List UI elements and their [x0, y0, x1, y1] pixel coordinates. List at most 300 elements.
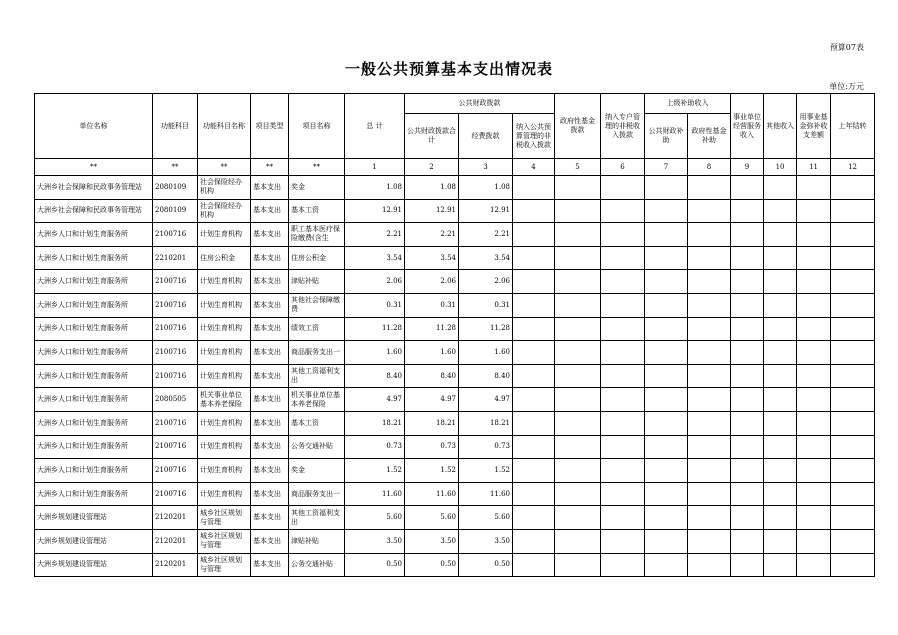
empty-cell — [797, 388, 831, 412]
cell-total: 2.06 — [345, 270, 405, 294]
cell-pf-funds: 0.50 — [459, 553, 513, 577]
cell-item-name — [289, 529, 345, 553]
index-cell: 4 — [513, 159, 555, 176]
cell-item-name — [289, 317, 345, 341]
cell-func-name — [198, 176, 251, 200]
empty-cell — [764, 529, 797, 553]
empty-cell — [601, 529, 645, 553]
index-cell: ** — [251, 159, 289, 176]
cell-pf-subtotal: 1.08 — [405, 176, 459, 200]
cell-func-name — [198, 293, 251, 317]
empty-cell — [555, 553, 601, 577]
cell-item-type: 基本支出 — [251, 364, 289, 388]
empty-cell — [797, 364, 831, 388]
empty-cell — [731, 341, 764, 365]
table-row — [35, 270, 875, 294]
index-cell: 10 — [764, 159, 797, 176]
cell-func-code: 2080505 — [153, 388, 198, 412]
cell-item-type: 基本支出 — [251, 459, 289, 483]
cell-func-name-text: 计划生育机构 — [200, 371, 242, 380]
empty-cell — [513, 411, 555, 435]
index-cell: 12 — [831, 159, 875, 176]
cell-func-name-text: 机关事业单位基本养老保险 — [200, 390, 242, 408]
cell-item-type: 基本支出 — [251, 176, 289, 200]
index-cell: ** — [153, 159, 198, 176]
cell-unit-name-text: 大洲乡人口和计划生育服务所 — [37, 371, 128, 380]
empty-cell — [601, 223, 645, 247]
cell-total: 3.54 — [345, 246, 405, 270]
cell-func-code: 2120201 — [153, 506, 198, 530]
empty-cell — [688, 176, 731, 200]
empty-cell — [731, 246, 764, 270]
empty-cell — [831, 176, 875, 200]
cell-item-name-text: 公务交通补贴 — [291, 560, 333, 569]
cell-item-name-text: 基本工资 — [291, 418, 319, 427]
cell-total: 3.50 — [345, 529, 405, 553]
empty-cell — [601, 506, 645, 530]
empty-cell — [731, 317, 764, 341]
empty-cell — [601, 199, 645, 223]
empty-cell — [688, 246, 731, 270]
empty-cell — [731, 459, 764, 483]
empty-cell — [645, 293, 688, 317]
empty-cell — [831, 364, 875, 388]
cell-func-name-text: 计划生育机构 — [200, 324, 242, 333]
empty-cell — [731, 482, 764, 506]
cell-pf-funds: 0.31 — [459, 293, 513, 317]
table-row — [35, 529, 875, 553]
page-title: 一般公共预算基本支出情况表 — [344, 60, 553, 78]
empty-cell — [645, 506, 688, 530]
cell-func-code: 2100716 — [153, 459, 198, 483]
empty-cell — [601, 459, 645, 483]
cell-item-name — [289, 293, 345, 317]
empty-cell — [645, 435, 688, 459]
empty-cell — [555, 199, 601, 223]
header-sup-public: 公共财政补助 — [645, 114, 688, 159]
cell-unit-name — [35, 270, 153, 294]
cell-func-code: 2100716 — [153, 364, 198, 388]
index-cell: 7 — [645, 159, 688, 176]
table-row — [35, 435, 875, 459]
empty-cell — [731, 293, 764, 317]
cell-pf-subtotal: 8.40 — [405, 364, 459, 388]
cell-item-name — [289, 482, 345, 506]
cell-func-name — [198, 364, 251, 388]
cell-unit-name — [35, 341, 153, 365]
cell-total: 11.60 — [345, 482, 405, 506]
empty-cell — [688, 459, 731, 483]
empty-cell — [731, 364, 764, 388]
cell-func-code: 2100716 — [153, 317, 198, 341]
cell-unit-name — [35, 482, 153, 506]
header-superior: 上级补助收入 — [645, 94, 731, 114]
empty-cell — [513, 341, 555, 365]
cell-func-name — [198, 482, 251, 506]
cell-item-name — [289, 341, 345, 365]
cell-item-name-text: 公务交通补贴 — [291, 442, 333, 451]
index-cell: 1 — [345, 159, 405, 176]
cell-func-code: 2080109 — [153, 199, 198, 223]
cell-item-type: 基本支出 — [251, 293, 289, 317]
cell-unit-name-text: 大洲乡人口和计划生育服务所 — [37, 277, 128, 286]
empty-cell — [513, 553, 555, 577]
empty-cell — [797, 435, 831, 459]
cell-pf-funds: 0.73 — [459, 435, 513, 459]
cell-item-name-text: 商品服务支出一 — [291, 347, 340, 356]
cell-item-name — [289, 506, 345, 530]
empty-cell — [645, 176, 688, 200]
empty-cell — [513, 364, 555, 388]
empty-cell — [731, 270, 764, 294]
empty-cell — [513, 317, 555, 341]
cell-total: 1.52 — [345, 459, 405, 483]
cell-unit-name-text: 大洲乡人口和计划生育服务所 — [37, 465, 128, 474]
cell-func-name — [198, 459, 251, 483]
empty-cell — [645, 364, 688, 388]
empty-cell — [731, 199, 764, 223]
empty-cell — [831, 223, 875, 247]
cell-unit-name-text: 大洲乡人口和计划生育服务所 — [37, 300, 128, 309]
empty-cell — [645, 553, 688, 577]
cell-func-name-text: 计划生育机构 — [200, 229, 242, 238]
cell-item-name — [289, 246, 345, 270]
cell-item-name-text: 津贴补贴 — [291, 536, 319, 545]
header-business: 事业单位经营服务收入 — [731, 94, 764, 159]
header-pf-funds: 经费拨款 — [459, 114, 513, 159]
empty-cell — [831, 553, 875, 577]
empty-cell — [797, 199, 831, 223]
cell-item-name — [289, 553, 345, 577]
cell-item-name-text: 住房公积金 — [291, 253, 326, 262]
cell-func-name-text: 计划生育机构 — [200, 465, 242, 474]
cell-pf-subtotal: 12.91 — [405, 199, 459, 223]
index-cell: ** — [35, 159, 153, 176]
cell-pf-funds: 1.52 — [459, 459, 513, 483]
cell-item-type: 基本支出 — [251, 529, 289, 553]
cell-item-type: 基本支出 — [251, 411, 289, 435]
cell-unit-name — [35, 435, 153, 459]
empty-cell — [601, 317, 645, 341]
cell-item-name-text: 奖金 — [291, 465, 305, 474]
cell-item-type: 基本支出 — [251, 482, 289, 506]
cell-unit-name-text: 大洲乡人口和计划生育服务所 — [37, 489, 128, 498]
empty-cell — [831, 246, 875, 270]
cell-pf-subtotal: 2.21 — [405, 223, 459, 247]
empty-cell — [831, 529, 875, 553]
header-fund-balance: 用事业基金弥补收支差额 — [797, 94, 831, 159]
empty-cell — [764, 364, 797, 388]
table-row — [35, 388, 875, 412]
empty-cell — [601, 388, 645, 412]
cell-pf-subtotal: 4.97 — [405, 388, 459, 412]
cell-pf-funds: 3.50 — [459, 529, 513, 553]
cell-func-name — [198, 435, 251, 459]
empty-cell — [555, 482, 601, 506]
empty-cell — [688, 293, 731, 317]
empty-cell — [831, 506, 875, 530]
cell-unit-name — [35, 293, 153, 317]
empty-cell — [731, 388, 764, 412]
empty-cell — [688, 529, 731, 553]
cell-item-type: 基本支出 — [251, 553, 289, 577]
cell-unit-name — [35, 388, 153, 412]
empty-cell — [831, 341, 875, 365]
cell-func-code: 2100716 — [153, 411, 198, 435]
cell-func-name-text: 计划生育机构 — [200, 489, 242, 498]
cell-func-code: 2100716 — [153, 341, 198, 365]
empty-cell — [601, 270, 645, 294]
cell-item-name-text: 其他工资福利支出 — [291, 367, 340, 385]
cell-item-name — [289, 199, 345, 223]
cell-unit-name-text: 大洲乡规划建设管理站 — [37, 560, 107, 569]
cell-pf-subtotal: 1.52 — [405, 459, 459, 483]
cell-unit-name — [35, 506, 153, 530]
empty-cell — [645, 529, 688, 553]
empty-cell — [688, 317, 731, 341]
header-func-code: 功能科目 — [153, 94, 198, 159]
cell-func-name-text: 社会保险经办机构 — [200, 201, 242, 219]
empty-cell — [513, 435, 555, 459]
header-item-type: 项目类型 — [251, 94, 289, 159]
cell-item-name — [289, 176, 345, 200]
cell-pf-subtotal: 11.28 — [405, 317, 459, 341]
empty-cell — [601, 364, 645, 388]
table-row — [35, 553, 875, 577]
cell-pf-subtotal: 1.60 — [405, 341, 459, 365]
cell-item-type: 基本支出 — [251, 317, 289, 341]
cell-total: 4.97 — [345, 388, 405, 412]
empty-cell — [797, 459, 831, 483]
cell-unit-name — [35, 176, 153, 200]
empty-cell — [764, 270, 797, 294]
cell-item-type: 基本支出 — [251, 223, 289, 247]
empty-cell — [513, 176, 555, 200]
empty-cell — [764, 459, 797, 483]
cell-total: 11.28 — [345, 317, 405, 341]
cell-func-name-text: 住房公积金 — [200, 253, 235, 262]
empty-cell — [797, 223, 831, 247]
cell-func-code: 2100716 — [153, 223, 198, 247]
empty-cell — [513, 388, 555, 412]
header-other: 其他收入 — [764, 94, 797, 159]
empty-cell — [831, 482, 875, 506]
empty-cell — [797, 270, 831, 294]
cell-item-name — [289, 388, 345, 412]
cell-item-name-text: 机关事业单位基本养老保险 — [291, 390, 340, 408]
empty-cell — [688, 364, 731, 388]
empty-cell — [731, 411, 764, 435]
empty-cell — [764, 411, 797, 435]
index-row — [35, 159, 875, 176]
cell-unit-name — [35, 223, 153, 247]
cell-item-name-text: 其他社会保障缴费 — [291, 296, 340, 314]
empty-cell — [645, 317, 688, 341]
empty-cell — [513, 293, 555, 317]
header-last-year: 上年结转 — [831, 94, 875, 159]
cell-pf-subtotal: 0.31 — [405, 293, 459, 317]
header-pf-subtotal: 公共财政拨款合计 — [405, 114, 459, 159]
header-public-fiscal: 公共财政拨款 — [405, 94, 555, 114]
empty-cell — [645, 223, 688, 247]
cell-unit-name-text: 大洲乡规划建设管理站 — [37, 513, 107, 522]
cell-pf-funds: 8.40 — [459, 364, 513, 388]
table-row — [35, 223, 875, 247]
cell-item-type: 基本支出 — [251, 435, 289, 459]
empty-cell — [555, 176, 601, 200]
cell-item-name-text: 商品服务支出一 — [291, 489, 340, 498]
empty-cell — [601, 482, 645, 506]
empty-cell — [831, 411, 875, 435]
index-cell: ** — [289, 159, 345, 176]
table-row — [35, 411, 875, 435]
cell-pf-subtotal: 2.06 — [405, 270, 459, 294]
cell-pf-funds: 11.60 — [459, 482, 513, 506]
cell-pf-funds: 18.21 — [459, 411, 513, 435]
cell-pf-subtotal: 0.73 — [405, 435, 459, 459]
cell-unit-name-text: 大洲乡人口和计划生育服务所 — [37, 229, 128, 238]
empty-cell — [797, 411, 831, 435]
empty-cell — [688, 270, 731, 294]
cell-pf-funds: 3.54 — [459, 246, 513, 270]
table-row — [35, 459, 875, 483]
cell-total: 18.21 — [345, 411, 405, 435]
empty-cell — [797, 506, 831, 530]
empty-cell — [555, 223, 601, 247]
empty-cell — [688, 553, 731, 577]
empty-cell — [688, 199, 731, 223]
header-total: 总 计 — [345, 94, 405, 159]
cell-func-name-text: 城乡社区规划与管理 — [200, 508, 242, 526]
cell-unit-name — [35, 364, 153, 388]
empty-cell — [764, 176, 797, 200]
cell-total: 2.21 — [345, 223, 405, 247]
table-row — [35, 341, 875, 365]
empty-cell — [555, 411, 601, 435]
cell-item-name-text: 奖金 — [291, 182, 305, 191]
cell-func-code: 2120201 — [153, 529, 198, 553]
cell-func-code: 2100716 — [153, 293, 198, 317]
cell-unit-name — [35, 459, 153, 483]
cell-item-type: 基本支出 — [251, 388, 289, 412]
empty-cell — [645, 246, 688, 270]
empty-cell — [688, 411, 731, 435]
cell-func-name — [198, 223, 251, 247]
empty-cell — [797, 341, 831, 365]
empty-cell — [601, 411, 645, 435]
cell-func-code: 2100716 — [153, 435, 198, 459]
empty-cell — [513, 270, 555, 294]
empty-cell — [688, 223, 731, 247]
cell-func-name — [198, 411, 251, 435]
cell-func-name-text: 计划生育机构 — [200, 277, 242, 286]
cell-unit-name-text: 大洲乡人口和计划生育服务所 — [37, 347, 128, 356]
cell-unit-name-text: 大洲乡规划建设管理站 — [37, 536, 107, 545]
cell-pf-funds: 2.06 — [459, 270, 513, 294]
empty-cell — [513, 223, 555, 247]
cell-func-name — [198, 553, 251, 577]
cell-pf-funds: 1.60 — [459, 341, 513, 365]
empty-cell — [555, 459, 601, 483]
cell-unit-name-text: 大洲乡人口和计划生育服务所 — [37, 418, 128, 427]
cell-item-name — [289, 411, 345, 435]
cell-item-type: 基本支出 — [251, 341, 289, 365]
table-row — [35, 506, 875, 530]
empty-cell — [601, 341, 645, 365]
index-cell: 8 — [688, 159, 731, 176]
empty-cell — [513, 246, 555, 270]
cell-total: 5.60 — [345, 506, 405, 530]
cell-func-name — [198, 506, 251, 530]
empty-cell — [731, 435, 764, 459]
empty-cell — [731, 223, 764, 247]
cell-item-name — [289, 459, 345, 483]
empty-cell — [688, 506, 731, 530]
empty-cell — [764, 317, 797, 341]
cell-unit-name-text: 大洲乡社会保障和民政事务管理站 — [37, 206, 142, 215]
empty-cell — [555, 270, 601, 294]
header-gov-fund: 政府性基金拨款 — [555, 94, 601, 159]
table-row — [35, 317, 875, 341]
table-row — [35, 176, 875, 200]
cell-unit-name-text: 大洲乡人口和计划生育服务所 — [37, 395, 128, 404]
empty-cell — [797, 482, 831, 506]
table-row — [35, 293, 875, 317]
cell-item-name — [289, 223, 345, 247]
empty-cell — [645, 388, 688, 412]
empty-cell — [764, 199, 797, 223]
cell-pf-funds: 1.08 — [459, 176, 513, 200]
empty-cell — [831, 293, 875, 317]
empty-cell — [555, 246, 601, 270]
empty-cell — [601, 435, 645, 459]
cell-total: 0.31 — [345, 293, 405, 317]
empty-cell — [601, 293, 645, 317]
cell-func-name — [198, 246, 251, 270]
cell-unit-name — [35, 411, 153, 435]
empty-cell — [797, 553, 831, 577]
header-pf-special: 纳入公共预算管理的非税收入拨款 — [513, 114, 555, 159]
cell-pf-funds: 11.28 — [459, 317, 513, 341]
cell-item-type: 基本支出 — [251, 246, 289, 270]
index-cell: ** — [198, 159, 251, 176]
cell-item-name-text: 绩效工资 — [291, 324, 319, 333]
empty-cell — [555, 341, 601, 365]
cell-unit-name-text: 大洲乡人口和计划生育服务所 — [37, 324, 128, 333]
empty-cell — [688, 482, 731, 506]
cell-func-name-text: 计划生育机构 — [200, 418, 242, 427]
cell-pf-subtotal: 3.54 — [405, 246, 459, 270]
empty-cell — [764, 341, 797, 365]
cell-unit-name — [35, 199, 153, 223]
empty-cell — [731, 529, 764, 553]
cell-func-name-text: 城乡社区规划与管理 — [200, 555, 242, 573]
empty-cell — [601, 176, 645, 200]
cell-item-name-text: 津贴补贴 — [291, 277, 319, 286]
cell-item-name — [289, 270, 345, 294]
header-item-name: 项目名称 — [289, 94, 345, 159]
empty-cell — [555, 529, 601, 553]
cell-func-name — [198, 341, 251, 365]
empty-cell — [688, 341, 731, 365]
empty-cell — [831, 317, 875, 341]
empty-cell — [764, 246, 797, 270]
empty-cell — [601, 246, 645, 270]
cell-func-name-text: 城乡社区规划与管理 — [200, 532, 242, 550]
cell-func-code: 2210201 — [153, 246, 198, 270]
cell-pf-subtotal: 0.50 — [405, 553, 459, 577]
empty-cell — [513, 482, 555, 506]
